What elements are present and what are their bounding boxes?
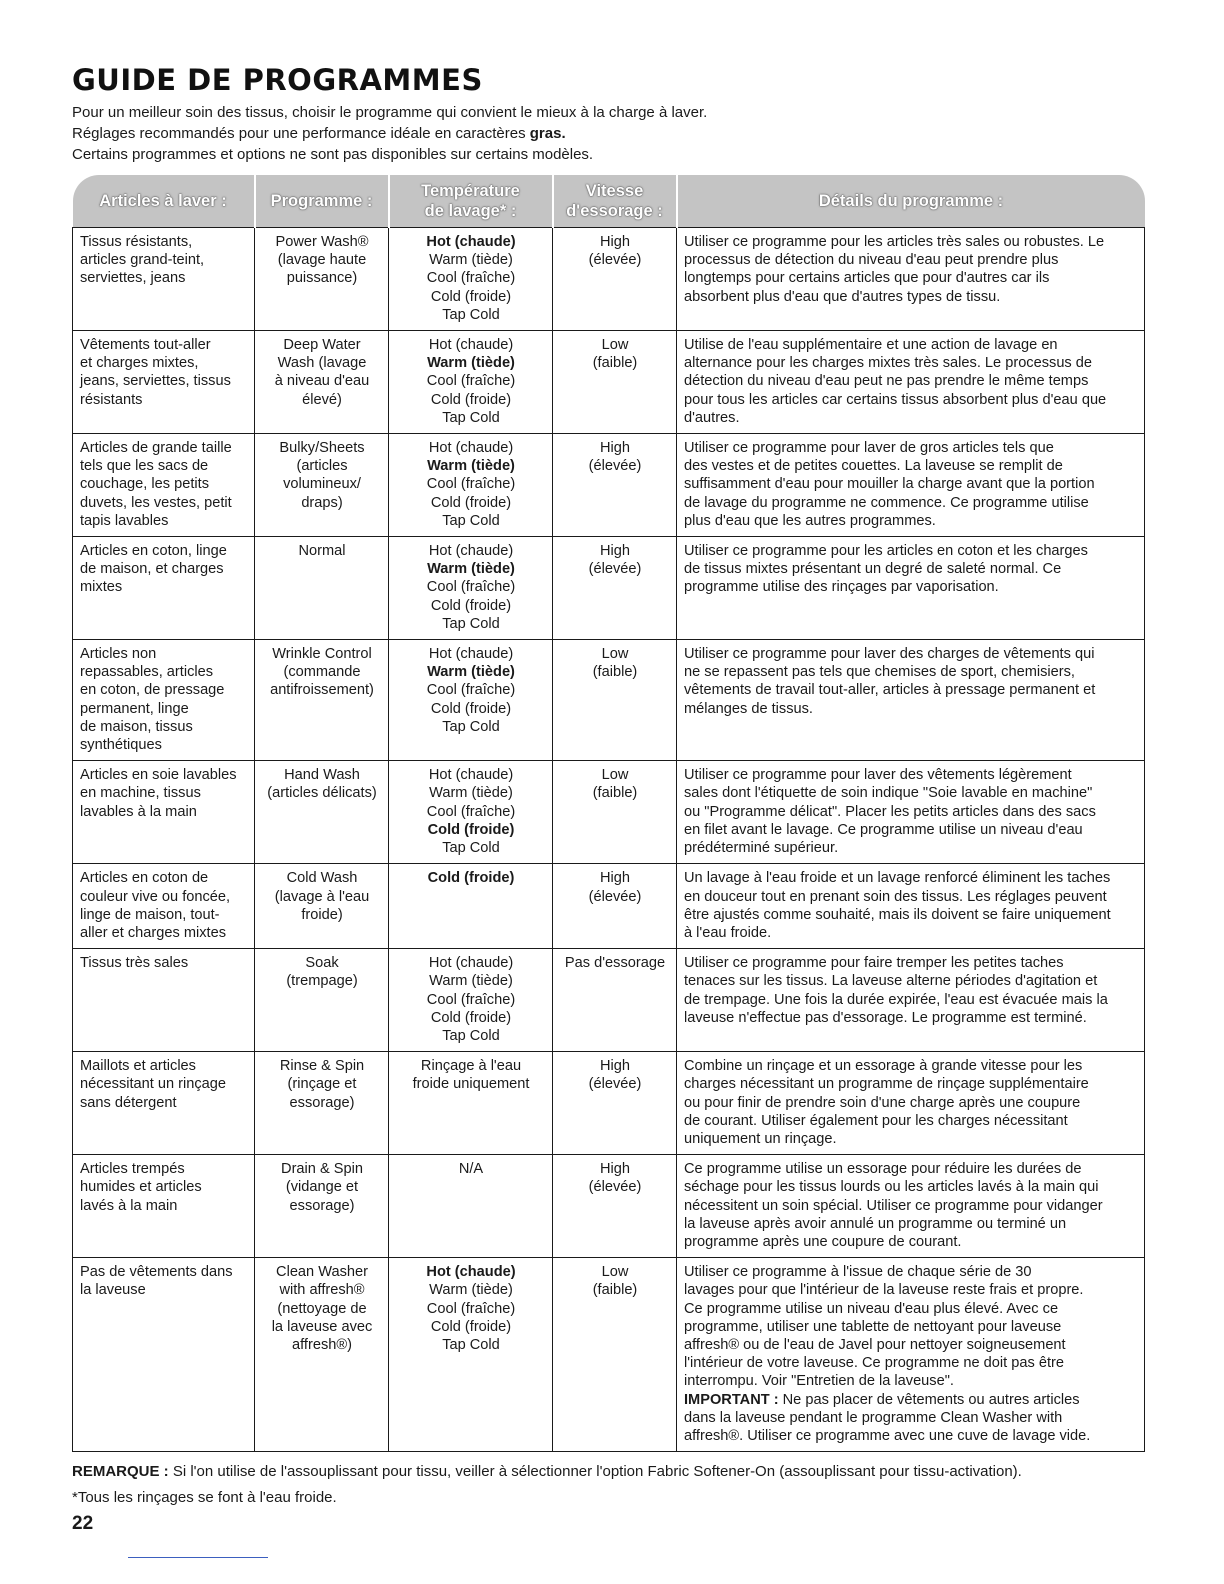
table-row [73, 761, 1145, 864]
programme-cell-line: (articles délicats) [267, 785, 377, 802]
programme-cell-line: antifroissement) [270, 682, 374, 699]
articles-cell [73, 434, 255, 537]
temperature-cell [389, 761, 553, 864]
articles-cell-line: jeans, serviettes, tissus [80, 373, 231, 390]
programme-cell-line: Wash (lavage [277, 355, 367, 372]
temperature-option: Warm (tiède) [427, 355, 515, 372]
temperature-option: Hot (chaude) [428, 955, 514, 972]
programme-cell-line: Power Wash® [275, 234, 369, 250]
details-cell [677, 434, 1145, 537]
details-cell-line: sales dont l'étiquette de soin indique "Soie lavable en machine" [684, 785, 1093, 802]
programme-cell-line: Bulky/Sheets [279, 440, 365, 457]
header-programme: Programme : [255, 175, 389, 228]
articles-cell-line: de maison, tissus [80, 718, 193, 735]
table-body [73, 228, 1145, 1452]
details-cell-line: Utiliser ce programme à l'issue de chaque série de 30 [684, 1264, 1032, 1281]
bottom-rule [128, 1557, 268, 1558]
articles-cell-line: Tissus résistants, [80, 234, 193, 250]
programme-cell [255, 1258, 389, 1452]
programme-cell-line: (rinçage et [287, 1076, 357, 1093]
table-row [73, 1155, 1145, 1258]
header-vitesse [553, 175, 677, 228]
spin-speed-cell [553, 1052, 677, 1155]
programme-cell-line: (lavage à l'eau [274, 888, 370, 905]
articles-cell-line: Articles non [80, 646, 157, 663]
articles-cell-line: la laveuse [80, 1282, 146, 1299]
page-number: 22 [72, 1513, 94, 1535]
articles-cell-line: Tissus très sales [80, 955, 189, 972]
articles-cell-line: résistants [80, 391, 143, 408]
articles-cell-line: couchage, les petits [80, 476, 209, 493]
details-cell-line: vêtements de travail tout-aller, articles à pressage permanent et [684, 682, 1096, 699]
temperature-option: Tap Cold [442, 1027, 500, 1044]
important-note [684, 1391, 1138, 1409]
spin-speed-cell [553, 949, 677, 1052]
programme-cell-line: (vidange et [285, 1179, 359, 1196]
intro-line-1: Pour un meilleur soin des tissus, choisir le programme qui convient le mieux à la charge à laver. [72, 104, 708, 121]
programme-cell-line: la laveuse avec [271, 1318, 373, 1335]
temperature-cell [389, 228, 553, 331]
details-cell-line: Utilise de l'eau supplémentaire et une action de lavage en [684, 337, 1058, 354]
spin-speed-cell-line: (faible) [592, 355, 638, 372]
articles-cell-line: lavés à la main [80, 1197, 178, 1214]
temperature-option: froide uniquement [412, 1076, 530, 1093]
temperature-cell [389, 1052, 553, 1155]
programme-cell-line: puissance) [286, 270, 358, 287]
details-cell [677, 949, 1145, 1052]
details-cell-line: charges nécessitant un programme de rinçage supplémentaire [684, 1076, 1089, 1093]
intro-line-3: Certains programmes et options ne sont pas disponibles sur certains modèles. [72, 146, 594, 163]
table-row [73, 864, 1145, 949]
details-cell-line: affresh® ou de l'eau de Javel pour nettoyer soigneusement [684, 1336, 1066, 1353]
header-temperature-line-2: de lavage* : [424, 202, 517, 220]
details-cell [677, 537, 1145, 640]
details-cell-line: de courant. Utiliser également pour les charges nécessitant [684, 1112, 1068, 1129]
articles-cell-line: duvets, les vestes, petit [80, 494, 232, 511]
spin-speed-cell-line: High [599, 543, 630, 560]
spin-speed-cell-line: (élevée) [588, 888, 642, 905]
details-cell-line: séchage pour les tissus lourds ou les articles lavés à la main qui [684, 1179, 1099, 1196]
articles-cell-line: Maillots et articles [80, 1058, 196, 1075]
remarque [72, 1462, 1144, 1482]
articles-cell-line: serviettes, jeans [80, 270, 186, 287]
spin-speed-cell-line: (élevée) [588, 458, 642, 475]
details-cell [677, 864, 1145, 949]
remarque-text: Si l'on utilise de l'assouplissant pour tissu, veiller à sélectionner l'option Fabric Softener-On (assouplissant pour tissu-activation). [172, 1463, 1022, 1481]
temperature-option: Hot (chaude) [428, 337, 514, 354]
spin-speed-cell [553, 1155, 677, 1258]
temperature-option: Hot (chaude) [426, 234, 516, 250]
temperature-option: Cold (froide) [430, 288, 512, 305]
temperature-option: Cool (fraîche) [426, 270, 516, 287]
details-cell-line: programme, utiliser une tablette de nettoyant pour laveuse [684, 1318, 1062, 1335]
articles-cell-line: tapis lavables [80, 512, 169, 529]
spin-speed-cell-line: Pas d'essorage [564, 955, 666, 972]
temperature-option: Cold (froide) [427, 821, 515, 838]
header-vitesse-line-1: Vitesse [585, 182, 644, 200]
spin-speed-cell-line: (élevée) [588, 252, 642, 269]
articles-cell-line: linge de maison, tout- [80, 906, 220, 923]
details-cell [677, 228, 1145, 331]
articles-cell-line: repassables, articles [80, 664, 214, 681]
spin-speed-cell [553, 331, 677, 434]
details-cell [677, 1052, 1145, 1155]
details-cell-line: de tissus mixtes présentant un degré de saleté normal. Ce [684, 561, 1062, 578]
details-cell-line: Ce programme utilise un niveau d'eau plus élevé. Avec ce [684, 1300, 1059, 1317]
articles-cell [73, 331, 255, 434]
articles-cell-line: articles grand-teint, [80, 252, 205, 269]
program-guide-table [72, 175, 1145, 1452]
details-cell-line: mélanges de tissus. [684, 700, 813, 717]
programme-cell-line: Rinse & Spin [279, 1058, 365, 1075]
details-cell-line: programme après une coupure de courant. [684, 1233, 962, 1250]
articles-cell-line: aller et charges mixtes [80, 924, 226, 941]
details-cell-line: plus d'eau que les autres programmes. [684, 512, 936, 529]
programme-cell [255, 864, 389, 949]
articles-cell-line: Pas de vêtements dans [80, 1264, 233, 1281]
intro-line-2-text: Réglages recommandés pour une performance idéale en caractères [72, 125, 526, 142]
details-cell-line: interrompu. Voir "Entretien de la laveuse". [684, 1373, 954, 1390]
spin-speed-cell-line: (élevée) [588, 561, 642, 578]
articles-cell [73, 949, 255, 1052]
temperature-option: Tap Cold [442, 306, 500, 323]
programme-cell [255, 331, 389, 434]
programme-cell-line: Clean Washer [276, 1264, 368, 1281]
programme-cell [255, 640, 389, 761]
header-temperature [389, 175, 553, 228]
articles-cell-line: mixtes [80, 579, 123, 596]
intro [72, 102, 1144, 165]
temperature-option: Warm (tiède) [429, 973, 513, 990]
table-row [73, 949, 1145, 1052]
temperature-option: Tap Cold [442, 615, 500, 632]
programme-cell-line: Hand Wash [284, 767, 360, 784]
spin-speed-cell [553, 1258, 677, 1452]
details-cell [677, 761, 1145, 864]
spin-speed-cell-line: Low [601, 767, 629, 784]
articles-cell-line: Articles en coton de [80, 870, 209, 887]
details-cell-line: pour tous les articles car certains tissus absorbent plus d'eau que [684, 391, 1107, 408]
table-row [73, 1258, 1145, 1452]
page-title: GUIDE DE PROGRAMMES [72, 63, 483, 97]
articles-cell-line: Articles en coton, linge [80, 543, 227, 560]
programme-cell-line: affresh®) [292, 1336, 352, 1353]
temperature-cell [389, 537, 553, 640]
articles-cell-line: permanent, linge [80, 700, 189, 717]
spin-speed-cell-line: (faible) [592, 785, 638, 802]
details-cell-line: Utiliser ce programme pour laver des vêtements légèrement [684, 767, 1072, 784]
details-cell-line: être ajustés comme souhaité, mais ils doivent se faire uniquement [684, 906, 1111, 923]
table-header-row [73, 175, 1145, 228]
details-cell-line: Ce programme utilise un essorage pour réduire les durées de [684, 1161, 1082, 1178]
programme-cell [255, 434, 389, 537]
spin-speed-cell-line: High [599, 440, 630, 457]
remarque-label: REMARQUE : [72, 1463, 169, 1481]
temperature-option: Tap Cold [442, 718, 500, 735]
temperature-cell [389, 949, 553, 1052]
temperature-option: Hot (chaude) [428, 543, 514, 560]
temperature-option: Cool (fraîche) [426, 682, 516, 699]
details-cell-line: Un lavage à l'eau froide et un lavage renforcé éliminent les taches [684, 870, 1111, 887]
articles-cell [73, 228, 255, 331]
articles-cell-line: synthétiques [80, 737, 162, 754]
temperature-option: Hot (chaude) [428, 440, 514, 457]
programme-cell-line: (commande [283, 664, 361, 681]
details-cell-line: Utiliser ce programme pour les articles très sales ou robustes. Le [684, 234, 1105, 250]
temperature-option: Cool (fraîche) [426, 1300, 516, 1317]
details-cell-line: alternance pour les charges mixtes très sales. Le processus de [684, 355, 1093, 372]
articles-cell-line: Vêtements tout-aller [80, 337, 211, 354]
articles-cell-line: nécessitant un rinçage [80, 1076, 227, 1093]
temperature-option: Hot (chaude) [426, 1264, 516, 1281]
temperature-option: N/A [458, 1161, 484, 1178]
articles-cell-line: couleur vive ou foncée, [80, 888, 231, 905]
details-cell-line: lavages pour que l'intérieur de la laveuse reste frais et propre. [684, 1282, 1084, 1299]
temperature-option: Cold (froide) [430, 597, 512, 614]
programme-cell-line: Deep Water [283, 337, 361, 354]
programme-cell-line: Soak [305, 955, 339, 972]
details-cell [677, 331, 1145, 434]
articles-cell-line: Articles de grande taille [80, 440, 232, 457]
programme-cell-line: élevé) [302, 391, 342, 408]
temperature-option: Cool (fraîche) [426, 803, 516, 820]
programme-cell [255, 1155, 389, 1258]
important-text: dans la laveuse pendant le programme Clean Washer with [684, 1409, 1063, 1426]
temperature-option: Tap Cold [442, 409, 500, 426]
temperature-option: Cool (fraîche) [426, 476, 516, 493]
details-cell-line: ou pour finir de prendre soin d'une charge après une coupure [684, 1094, 1081, 1111]
table-row [73, 537, 1145, 640]
programme-cell-line: (articles [296, 458, 348, 475]
temperature-option: Warm (tiède) [429, 785, 513, 802]
temperature-option: Warm (tiède) [429, 252, 513, 269]
temperature-option: Cool (fraîche) [426, 991, 516, 1008]
programme-cell-line: (trempage) [286, 973, 358, 990]
programme-cell-line: essorage) [289, 1094, 355, 1111]
intro-line-2 [72, 123, 1144, 144]
spin-speed-cell [553, 434, 677, 537]
temperature-option: Cold (froide) [430, 494, 512, 511]
header-articles: Articles à laver : [73, 175, 255, 228]
details-cell-line: uniquement un rinçage. [684, 1130, 837, 1147]
details-cell-line: détection du niveau d'eau peut ne pas prendre le même temps [684, 373, 1089, 390]
temperature-option: Cold (froide) [430, 1009, 512, 1026]
table-row [73, 228, 1145, 331]
temperature-cell [389, 1155, 553, 1258]
articles-cell [73, 1052, 255, 1155]
details-cell-line: de trempage. Une fois la durée expirée, l'eau est évacuée mais la [684, 991, 1108, 1008]
header-vitesse-line-2: d'essorage : [566, 202, 663, 220]
header-temperature-line-1: Température [421, 182, 520, 200]
articles-cell [73, 537, 255, 640]
temperature-cell [389, 331, 553, 434]
page [72, 62, 1144, 1534]
details-cell-line: ou "Programme délicat". Placer les petits articles dans des sacs [684, 803, 1096, 820]
details-cell-line: laveuse n'effectue pas d'essorage. Le programme est terminé. [684, 1009, 1087, 1026]
header-details: Détails du programme : [677, 175, 1145, 228]
details-cell-line: l'intérieur de votre laveuse. Ce programme ne doit pas être [684, 1355, 1064, 1372]
programme-cell [255, 228, 389, 331]
programme-cell-line: froide) [301, 906, 343, 923]
temperature-option: Cool (fraîche) [426, 579, 516, 596]
articles-cell [73, 864, 255, 949]
spin-speed-cell-line: (élevée) [588, 1076, 642, 1093]
details-cell-line: longtemps pour certains articles que pour d'autres car ils [684, 270, 1050, 287]
spin-speed-cell-line: High [599, 870, 630, 887]
spin-speed-cell [553, 640, 677, 761]
details-cell-line: Utiliser ce programme pour laver de gros articles tels que [684, 440, 1054, 457]
details-cell [677, 1155, 1145, 1258]
details-cell-line: Utiliser ce programme pour les articles en coton et les charges [684, 543, 1088, 560]
important-text: affresh®. Utiliser ce programme avec une cuve de lavage vide. [684, 1427, 1091, 1444]
table-row [73, 331, 1145, 434]
programme-cell [255, 761, 389, 864]
spin-speed-cell-line: High [599, 1058, 630, 1075]
articles-cell-line: de maison, et charges [80, 561, 224, 578]
articles-cell-line: lavables à la main [80, 803, 197, 820]
articles-cell-line: humides et articles [80, 1179, 202, 1196]
spin-speed-cell [553, 537, 677, 640]
spin-speed-cell-line: (élevée) [588, 1179, 642, 1196]
details-cell-line: processus de détection du niveau d'eau peut prendre plus [684, 252, 1059, 269]
details-cell-line: des vestes et de petites couettes. La laveuse se remplit de [684, 458, 1063, 475]
temperature-option: Cold (froide) [430, 700, 512, 717]
footer [72, 1462, 1144, 1534]
temperature-option: Cold (froide) [430, 1318, 512, 1335]
articles-cell-line: Articles en soie lavables [80, 767, 237, 784]
articles-cell-line: en machine, tissus [80, 785, 201, 802]
programme-cell-line: Drain & Spin [281, 1161, 363, 1178]
articles-cell [73, 1155, 255, 1258]
details-cell-line: de lavage du programme ne commence. Ce programme utilise [684, 494, 1089, 511]
spin-speed-cell-line: Low [601, 646, 629, 663]
details-cell-line: Utiliser ce programme pour laver des charges de vêtements qui [684, 646, 1095, 663]
important-label: IMPORTANT : [684, 1391, 779, 1408]
programme-cell-line: Wrinkle Control [272, 646, 372, 663]
temperature-option: Cool (fraîche) [426, 373, 516, 390]
temperature-cell [389, 1258, 553, 1452]
spin-speed-cell [553, 864, 677, 949]
programme-cell-line: Cold Wash [286, 870, 358, 887]
table-row [73, 640, 1145, 761]
spin-speed-cell-line: Low [601, 1264, 629, 1281]
spin-speed-cell [553, 228, 677, 331]
details-cell-line: prédéterminé supérieur. [684, 840, 839, 857]
rinse-note: *Tous les rinçages se font à l'eau froide. [72, 1489, 337, 1507]
temperature-option: Hot (chaude) [428, 646, 514, 663]
details-cell-line: ne se repassent pas tels que chemises de sport, chemisiers, [684, 664, 1075, 681]
programme-cell [255, 537, 389, 640]
spin-speed-cell-line: Low [601, 337, 629, 354]
articles-cell-line: en coton, de pressage [80, 682, 225, 699]
articles-cell-line: et charges mixtes, [80, 355, 199, 372]
temperature-option: Warm (tiède) [429, 1282, 513, 1299]
spin-speed-cell-line: High [599, 1161, 630, 1178]
temperature-cell [389, 864, 553, 949]
spin-speed-cell-line: (faible) [592, 664, 638, 681]
table-row [73, 434, 1145, 537]
details-cell-line: tenaces sur les tissus. La laveuse alterne périodes d'agitation et [684, 973, 1098, 990]
temperature-option: Hot (chaude) [428, 767, 514, 784]
details-cell [677, 1258, 1145, 1452]
intro-line-2-bold: gras. [529, 125, 566, 142]
spin-speed-cell-line: (faible) [592, 1282, 638, 1299]
articles-cell [73, 1258, 255, 1452]
details-cell-line: la laveuse après avoir annulé un programme ou terminé un [684, 1215, 1067, 1232]
temperature-option: Tap Cold [442, 1336, 500, 1353]
details-cell-line: à l'eau froide. [684, 924, 772, 941]
temperature-option: Tap Cold [442, 512, 500, 529]
programme-cell-line: à niveau d'eau [274, 373, 370, 390]
details-cell-line: d'autres. [684, 409, 740, 426]
temperature-cell [389, 640, 553, 761]
details-cell-line: nécessitent un soin spécial. Utiliser ce programme pour vidanger [684, 1197, 1103, 1214]
programme-cell-line: volumineux/ [283, 476, 361, 493]
articles-cell [73, 640, 255, 761]
programme-cell-line: essorage) [289, 1197, 355, 1214]
articles-cell [73, 761, 255, 864]
temperature-option: Warm (tiède) [427, 664, 515, 681]
temperature-option: Tap Cold [442, 840, 500, 857]
articles-cell-line: tels que les sacs de [80, 458, 209, 475]
programme-cell [255, 949, 389, 1052]
details-cell [677, 640, 1145, 761]
details-cell-line: en filet avant le lavage. Ce programme utilise un niveau d'eau [684, 821, 1083, 838]
spin-speed-cell [553, 761, 677, 864]
temperature-option: Warm (tiède) [427, 458, 515, 475]
details-cell-line: suffisamment d'eau pour mouiller la charge avant que la portion [684, 476, 1095, 493]
temperature-option: Rinçage à l'eau [420, 1058, 522, 1075]
details-cell-line: Utiliser ce programme pour faire tremper les petites taches [684, 955, 1064, 972]
programme-cell-line: with affresh® [279, 1282, 365, 1299]
important-text: Ne pas placer de vêtements ou autres articles [782, 1391, 1080, 1408]
temperature-option: Cold (froide) [427, 870, 515, 887]
programme-cell-line: (lavage haute [277, 252, 367, 269]
programme-cell-line: Normal [298, 543, 346, 560]
temperature-cell [389, 434, 553, 537]
temperature-option: Warm (tiède) [427, 561, 515, 578]
table-row [73, 1052, 1145, 1155]
programme-cell-line: draps) [301, 494, 343, 511]
details-cell-line: programme utilise des rinçages par vaporisation. [684, 579, 999, 596]
programme-cell-line: (nettoyage de [277, 1300, 367, 1317]
programme-cell [255, 1052, 389, 1155]
temperature-option: Cold (froide) [430, 391, 512, 408]
spin-speed-cell-line: High [599, 234, 630, 250]
details-cell-line: Combine un rinçage et un essorage à grande vitesse pour les [684, 1058, 1083, 1075]
articles-cell-line: Articles trempés [80, 1161, 185, 1178]
details-cell-line: en douceur tout en prenant soin des tissus. Les réglages peuvent [684, 888, 1107, 905]
articles-cell-line: sans détergent [80, 1094, 177, 1111]
details-cell-line: absorbent plus d'eau que d'autres types de tissu. [684, 288, 1001, 305]
